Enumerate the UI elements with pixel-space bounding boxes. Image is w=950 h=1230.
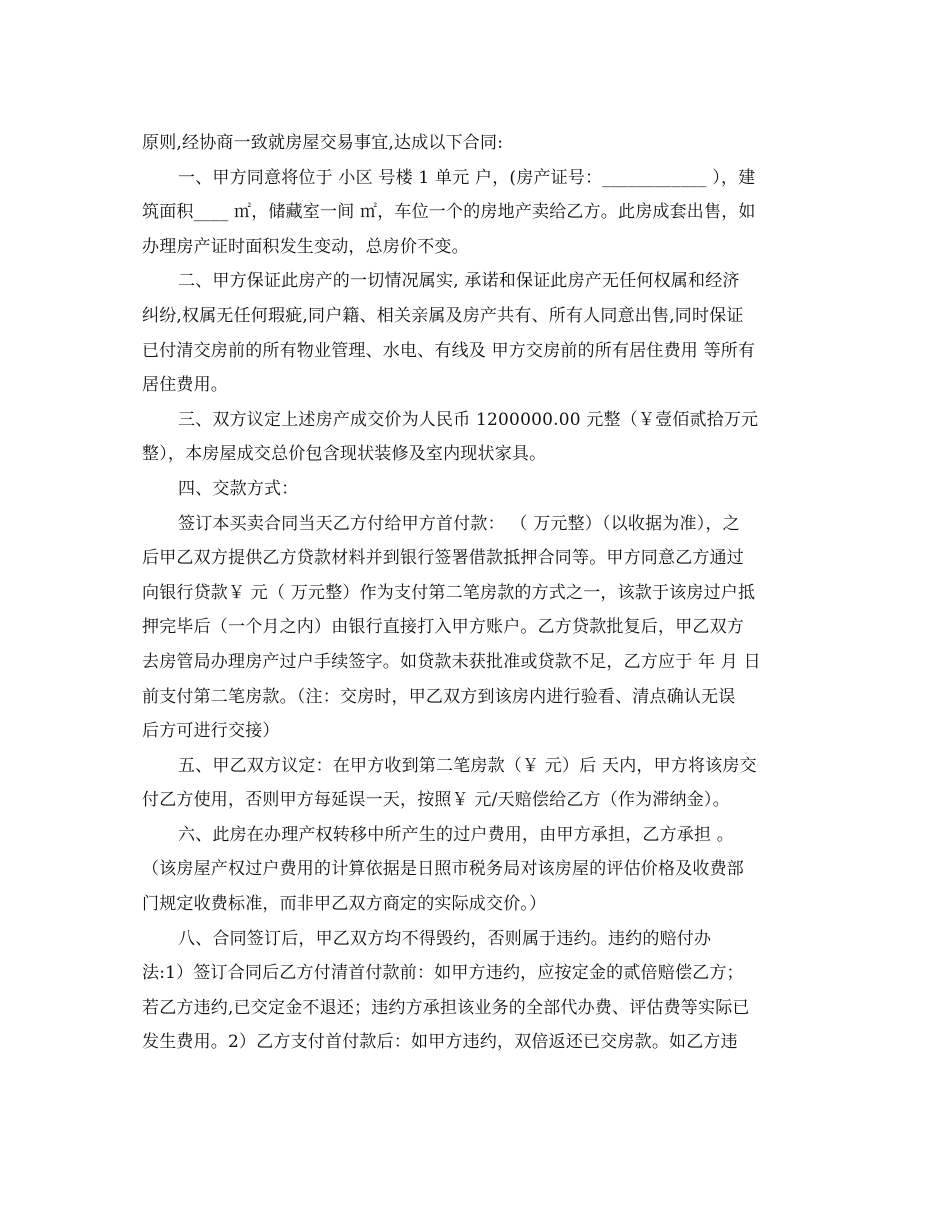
text-line: 四、交款方式： [178, 478, 299, 499]
text-line: 付乙方使用，否则甲方每延误一天，按照￥ 元/天赔偿给乙方（作为滞纳金）。 [142, 790, 730, 811]
text-line: 已付清交房前的所有物业管理、水电、有线及 甲方交房前的所有居住费用 等所有 [142, 340, 756, 361]
text-line: 原则,经协商一致就房屋交易事宜,达成以下合同: [142, 133, 504, 153]
text-line: 前支付第二笔房款。（注：交房时，甲乙双方到该房内进行验看、清点确认无误 [142, 686, 736, 707]
text-line: 一、甲方同意将位于 小区 号楼 1 单元 户，(房产证号：____________ ），建 [178, 167, 756, 188]
text-line: 五、甲乙双方议定：在甲方收到第二笔房款（￥ 元）后 天内，甲方将该房交 [178, 755, 757, 776]
text-line: 三、双方议定上述房产成交价为人民币 1200000.00 元整（￥壹佰贰拾万元 [178, 409, 759, 430]
text-line: 办理房产证时面积发生变动，总房价不变。 [142, 236, 469, 257]
text-line: 签订本买卖合同当天乙方付给甲方首付款： （ 万元整）（以收据为准），之 [178, 513, 740, 534]
text-line: 八、合同签订后，甲乙双方均不得毁约，否则属于违约。违约的赔付办 [178, 928, 712, 949]
text-line: 若乙方违约,已交定金不退还；违约方承担该业务的全部代办费、评估费等实际已 [142, 997, 750, 1018]
text-line: 整），本房屋成交总价包含现状装修及室内现状家具。 [142, 444, 547, 465]
text-line: 二、甲方保证此房产的一切情况属实, 承诺和保证此房产无任何权属和经济 [178, 271, 740, 292]
text-line: 后方可进行交接） [142, 721, 280, 742]
text-line: 门规定收费标准，而非甲乙双方商定的实际成交价。） [142, 894, 547, 915]
text-line: 后甲乙双方提供乙方贷款材料并到银行签署借款抵押合同等。甲方同意乙方通过 [142, 548, 744, 569]
text-line: 向银行贷款￥ 元（ 万元整）作为支付第二笔房款的方式之一，该款于该房过户抵 [142, 582, 756, 603]
text-line: 发生费用。2）乙方支付首付款后：如甲方违约，双倍返还已交房款。如乙方违 [142, 1032, 738, 1053]
text-line: 法:1）签订合同后乙方付清首付款前：如甲方违约，应按定金的贰倍赔偿乙方； [142, 963, 744, 984]
text-line: 去房管局办理房产过户手续签字。如贷款未获批准或贷款不足，乙方应于 年 月 日 [142, 651, 761, 672]
text-line: 纠纷,权属无任何瑕疵,同户籍、相关亲属及房产共有、所有人同意出售,同时保证 [142, 305, 744, 326]
text-line: 筑面积____ ㎡，储藏室一间 ㎡，车位一个的房地产卖给乙方。此房成套出售，如 [142, 202, 756, 223]
contract-body [142, 126, 812, 1060]
text-line: 六、此房在办理产权转移中所产生的过户费用，由甲方承担，乙方承担 。 [178, 824, 735, 845]
text-line: 押完毕后（一个月之内）由银行直接打入甲方账户。乙方贷款批复后，甲乙双方 [142, 617, 744, 638]
text-line: （该房屋产权过户费用的计算依据是日照市税务局对该房屋的评估价格及收费部 [142, 859, 744, 880]
text-line: 居住费用。 [142, 375, 228, 396]
